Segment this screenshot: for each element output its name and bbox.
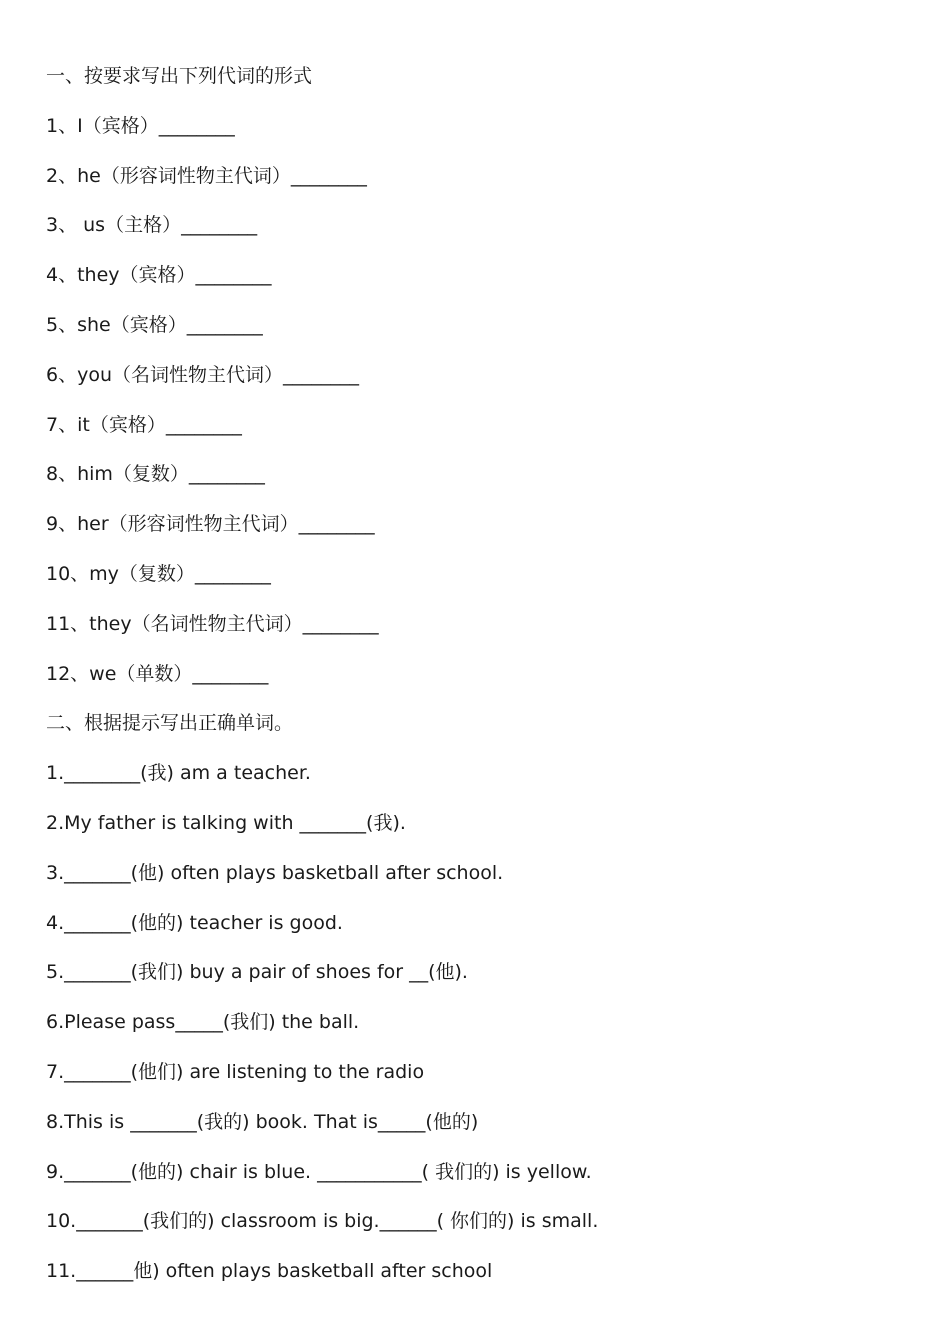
pronoun-item-2: 2、he（形容词性物主代词）________ [46, 164, 367, 187]
sentence-item-2: 2.My father is talking with _______(我). [46, 811, 406, 834]
sentence-item-1: 1.________(我) am a teacher. [46, 762, 311, 785]
section-1-heading: 一、按要求写出下列代词的形式 [46, 65, 313, 87]
worksheet-page [46, 58, 906, 1303]
pronoun-item-1: 1、I（宾格）________ [46, 114, 235, 137]
pronoun-item-7: 7、it（宾格）________ [46, 413, 242, 436]
pronoun-item-4: 4、they（宾格）________ [46, 264, 272, 287]
sentence-item-9: 9._______(他的) chair is blue. ___________( 我们的) is yellow. [46, 1160, 592, 1183]
pronoun-item-8: 8、him（复数）________ [46, 463, 265, 486]
sentence-item-8: 8.This is _______(我的) book. That is_____(他的) [46, 1110, 479, 1133]
sentence-item-5: 5._______(我们) buy a pair of shoes for __(他). [46, 961, 468, 984]
pronoun-item-9: 9、her（形容词性物主代词）________ [46, 513, 375, 536]
pronoun-item-5: 5、she（宾格）________ [46, 313, 263, 336]
pronoun-item-6: 6、you（名词性物主代词）________ [46, 363, 359, 386]
pronoun-item-3: 3、 us（主格）________ [46, 214, 258, 237]
sentence-item-11: 11.______他) often plays basketball after school [46, 1260, 493, 1283]
section-2-heading: 二、根据提示写出正确单词。 [46, 712, 294, 735]
sentence-item-3: 3._______(他) often plays basketball after school. [46, 861, 504, 884]
pronoun-item-12: 12、we（单数）________ [46, 662, 269, 685]
sentence-item-4: 4._______(他的) teacher is good. [46, 911, 343, 934]
sentence-item-10: 10._______(我们的) classroom is big.______( 你们的) is small. [46, 1210, 599, 1233]
pronoun-item-10: 10、my（复数）________ [46, 562, 271, 585]
sentence-item-7: 7._______(他们) are listening to the radio [46, 1060, 425, 1083]
pronoun-item-11: 11、they（名词性物主代词）________ [46, 612, 379, 635]
sentence-item-6: 6.Please pass_____(我们) the ball. [46, 1011, 360, 1034]
